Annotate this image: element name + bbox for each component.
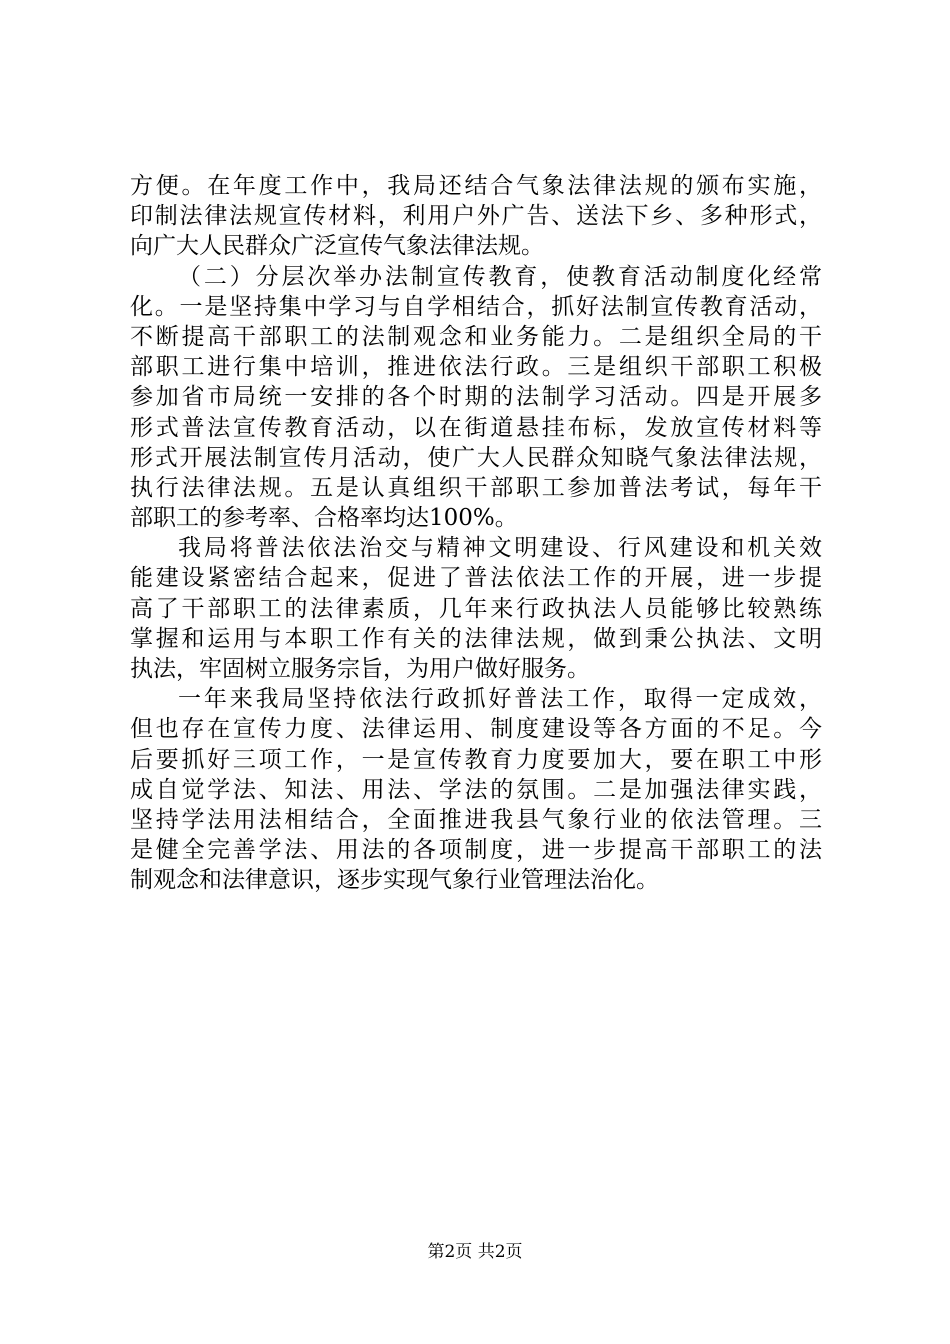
text-line: 掌握和运用与本职工作有关的法律法规，做到秉公执法、文明 (130, 625, 822, 652)
text-line: 部职工进行集中培训，推进依法行政。三是组织干部职工积极 (130, 354, 822, 381)
text-line: 高了干部职工的法律素质，几年来行政执法人员能够比较熟练 (130, 595, 822, 622)
text-line: 坚持学法用法相结合，全面推进我县气象行业的依法管理。三 (130, 806, 822, 833)
text-line: 不断提高干部职工的法制观念和业务能力。二是组织全局的干 (130, 323, 822, 350)
document-body (130, 171, 822, 896)
text-line: 参加省市局统一安排的各个时期的法制学习活动。四是开展多 (130, 384, 822, 411)
text-line: 是健全完善学法、用法的各项制度，进一步提高干部职工的法 (130, 837, 822, 864)
text-line: 形式普法宣传教育活动，以在街道悬挂布标，发放宣传材料等 (130, 414, 822, 441)
text-line: 成自觉学法、知法、用法、学法的氛围。二是加强法律实践， (130, 776, 822, 803)
paragraph-integration (130, 533, 822, 684)
paragraph-continuation (130, 171, 822, 262)
text-line: 印制法律法规宣传材料，利用户外广告、送法下乡、多种形式， (130, 203, 822, 230)
text-line: 执行法律法规。五是认真组织干部职工参加普法考试，每年干 (130, 474, 822, 501)
text-line: 我局将普法依法治交与精神文明建设、行风建设和机关效 (178, 535, 822, 562)
text-line: 化。一是坚持集中学习与自学相结合，抓好法制宣传教育活动， (130, 293, 822, 320)
paragraph-layered-education (130, 262, 822, 534)
paragraph-summary (130, 684, 822, 895)
page-number: 第2页 共2页 (427, 1242, 523, 1262)
text-line: （二）分层次举办法制宣传教育，使教育活动制度化经常 (178, 263, 822, 290)
text-line: 后要抓好三项工作，一是宣传教育力度要加大，要在职工中形 (130, 746, 822, 773)
text-line: 能建设紧密结合起来，促进了普法依法工作的开展，进一步提 (130, 565, 822, 592)
text-line: 向广大人民群众广泛宣传气象法律法规。 (130, 233, 544, 260)
page-footer (0, 1241, 950, 1263)
text-line: 制观念和法律意识，逐步实现气象行业管理法治化。 (130, 867, 659, 894)
text-line: 形式开展法制宣传月活动，使广大人民群众知晓气象法律法规， (130, 444, 822, 471)
text-line: 方便。在年度工作中，我局还结合气象法律法规的颁布实施， (130, 173, 822, 199)
text-line: 部职工的参考率、合格率均达100%。 (130, 505, 518, 532)
text-line: 一年来我局坚持依法行政抓好普法工作，取得一定成效， (178, 686, 822, 713)
text-line: 但也存在宣传力度、法律运用、制度建设等各方面的不足。今 (130, 716, 822, 743)
text-line: 执法，牢固树立服务宗旨，为用户做好服务。 (130, 656, 590, 682)
